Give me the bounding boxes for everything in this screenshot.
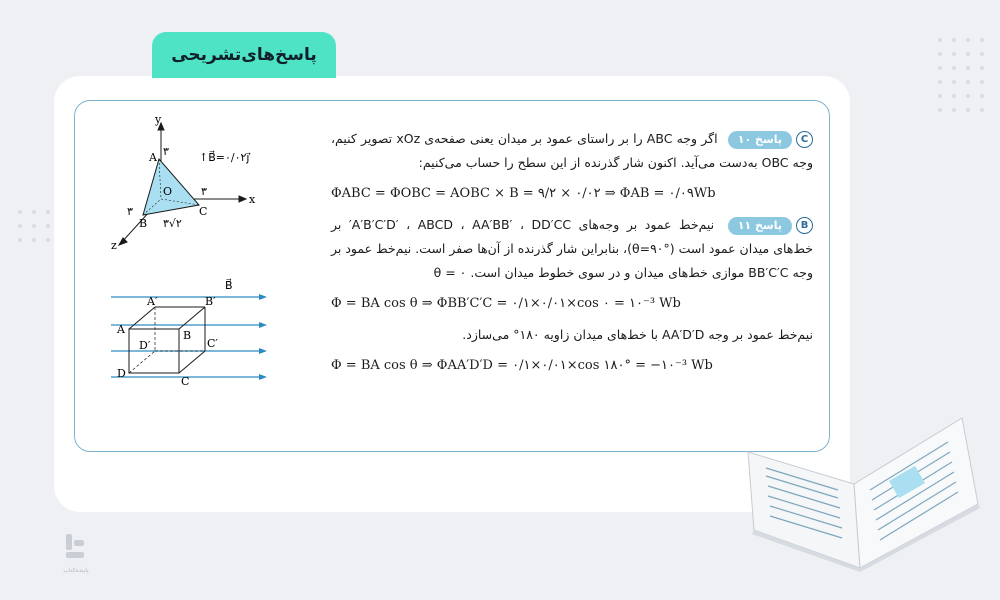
point-b-label: B bbox=[139, 217, 148, 230]
cube-c-prime: C′ bbox=[207, 337, 218, 350]
bc-value: ۳√۲ bbox=[163, 217, 182, 230]
decor-dot bbox=[980, 52, 984, 56]
decor-dot bbox=[966, 94, 970, 98]
decor-dot bbox=[952, 108, 956, 112]
decor-dot bbox=[952, 38, 956, 42]
decor-dot bbox=[32, 238, 36, 242]
decor-dot bbox=[966, 38, 970, 42]
point-a-label: A bbox=[149, 151, 157, 164]
decor-dot bbox=[980, 66, 984, 70]
decor-dot bbox=[938, 52, 942, 56]
cube-b: B bbox=[183, 329, 192, 342]
open-book-illustration bbox=[742, 412, 982, 572]
decor-dot bbox=[966, 108, 970, 112]
decor-dot bbox=[18, 224, 22, 228]
b-value: ۳ bbox=[127, 205, 133, 218]
cube-field-figure bbox=[103, 277, 273, 389]
answer-10-head bbox=[728, 131, 813, 149]
decor-dot bbox=[938, 108, 942, 112]
answer-11-formula-2: Φ = BA cos θ ⇒ ΦAA′D′D = ۰/۱×۰/۰۱×cos ۱۸۰° = −۱۰⁻³ Wb bbox=[331, 358, 713, 373]
decor-dot bbox=[952, 80, 956, 84]
decor-dot bbox=[980, 38, 984, 42]
cube-b-prime: B′ bbox=[205, 295, 216, 308]
decor-dot bbox=[952, 66, 956, 70]
a-value: ۳ bbox=[163, 145, 169, 158]
answer-11 bbox=[331, 213, 813, 379]
answer-11-badge: پاسخ ۱۱ bbox=[728, 217, 792, 235]
cube-field-label: B⃗ bbox=[225, 279, 233, 292]
decor-dot bbox=[46, 224, 50, 228]
c-value: ۳ bbox=[201, 185, 207, 198]
decor-dot bbox=[966, 66, 970, 70]
solution-frame bbox=[74, 100, 830, 452]
decor-dot bbox=[938, 80, 942, 84]
axis-y-label: y bbox=[155, 115, 162, 126]
cube-c: C bbox=[181, 375, 190, 388]
axis-z-label: z bbox=[111, 239, 117, 252]
decor-dot bbox=[980, 108, 984, 112]
decor-dot bbox=[966, 80, 970, 84]
choice-c-icon: C bbox=[796, 131, 813, 148]
answer-10-text: اگر وجه ABC را بر راستای عمود بر میدان یعنی صفحه‌ی xOz تصویر کنیم، وجه OBC به‌دست می‌آید. اکنون شار گذرنده از این سطح را حساب می‌کنیم: bbox=[331, 131, 813, 170]
decor-dot bbox=[32, 224, 36, 228]
decor-dot bbox=[980, 94, 984, 98]
brand-logo bbox=[56, 532, 96, 576]
decor-dot bbox=[46, 238, 50, 242]
decor-dot bbox=[938, 94, 942, 98]
decor-dot bbox=[18, 238, 22, 242]
decor-dot bbox=[980, 80, 984, 84]
answer-10-badge: پاسخ ۱۰ bbox=[728, 131, 792, 149]
answer-10-formula: ΦABC = ΦOBC = AOBC × B = ۹/۲ × ۰/۰۲ ⇒ ΦAB = ۰/۰۹Wb bbox=[331, 186, 716, 201]
decor-dot bbox=[938, 38, 942, 42]
solutions-text bbox=[331, 127, 813, 385]
decor-dot bbox=[938, 66, 942, 70]
answer-11-text-2: نیم‌خط عمود بر وجه AA′D′D با خط‌های میدان زاویه ۱۸۰° می‌سازد. bbox=[462, 327, 813, 342]
decor-dot bbox=[952, 52, 956, 56]
cube-a-prime: A′ bbox=[147, 295, 158, 308]
decor-dot bbox=[18, 210, 22, 214]
cube-d: D bbox=[117, 367, 126, 380]
choice-b-icon: B bbox=[796, 217, 813, 234]
decor-dot bbox=[32, 210, 36, 214]
decor-dot bbox=[46, 210, 50, 214]
point-c-label: C bbox=[199, 205, 208, 218]
field-label: ↑B⃗=۰/۰۲j⃗ bbox=[199, 151, 250, 164]
answer-11-text: نیم‌خط عمود بر وجه‌های A′B′C′D′ ، ABCD ، AA′BB′ ، DD′CC′ بر خط‌های میدان عمود است (θ=۹۰°)، بنابراین شار گذرنده از آن‌ها صفر است. نیم‌خط عمود بر وجه BB′C′C موازی خط‌های میدان و در سوی خطوط میدان است. θ = ۰ bbox=[331, 217, 813, 280]
origin-label: O bbox=[163, 185, 173, 198]
cube-d-prime: D′ bbox=[139, 339, 151, 352]
answer-11-formula-1: Φ = BA cos θ ⇒ ΦBB′C′C = ۰/۱×۰/۰۱×cos ۰ = ۱۰⁻³ Wb bbox=[331, 296, 681, 311]
cube-a: A bbox=[117, 323, 125, 336]
answer-11-head bbox=[728, 217, 813, 235]
section-title: پاسخ‌های‌تشریحی bbox=[152, 32, 336, 78]
decor-dot bbox=[952, 94, 956, 98]
brand-name: پاینده‌کتاب bbox=[63, 567, 89, 574]
answer-10 bbox=[331, 127, 813, 207]
decor-dot bbox=[966, 52, 970, 56]
triangle-axes-figure bbox=[103, 115, 293, 255]
axis-x-label: x bbox=[249, 193, 256, 206]
